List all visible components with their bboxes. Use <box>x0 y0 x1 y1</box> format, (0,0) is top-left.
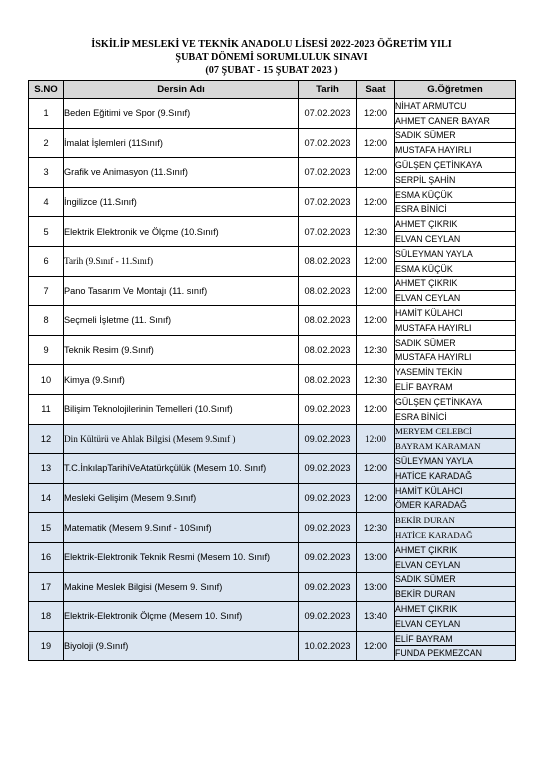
exam-time-cell: 12:30 <box>357 513 395 543</box>
teacher-name-cell: ÖMER KARADAĞ <box>395 498 516 513</box>
teacher-name-cell: FUNDA PEKMEZCAN <box>395 646 516 661</box>
row-number-cell: 4 <box>29 187 64 217</box>
course-name-cell: Seçmeli İşletme (11. Sınıf) <box>64 306 299 336</box>
row-number-cell: 13 <box>29 454 64 484</box>
exam-time-cell: 12:00 <box>357 394 395 424</box>
table-row <box>29 394 516 409</box>
teacher-name-cell: ESRA BİNİCİ <box>395 409 516 424</box>
row-number-cell: 16 <box>29 542 64 572</box>
course-name-cell: T.C.İnkılapTarihiVeAtatürkçülük (Mesem 10. Sınıf) <box>64 454 299 484</box>
table-row <box>29 572 516 587</box>
teacher-name-cell: HAMİT KÜLAHCI <box>395 483 516 498</box>
course-name-cell: Makine Meslek Bilgisi (Mesem 9. Sınıf) <box>64 572 299 602</box>
table-row <box>29 365 516 380</box>
exam-date-cell: 10.02.2023 <box>299 631 357 661</box>
exam-date-cell: 08.02.2023 <box>299 306 357 336</box>
teacher-name-cell: MUSTAFA HAYIRLI <box>395 320 516 335</box>
teacher-name-cell: ELİF BAYRAM <box>395 380 516 395</box>
exam-date-cell: 09.02.2023 <box>299 542 357 572</box>
exam-time-cell: 12:00 <box>357 631 395 661</box>
column-header-sno: S.NO <box>29 81 64 99</box>
row-number-cell: 6 <box>29 246 64 276</box>
course-name-cell: Beden Eğitimi ve Spor (9.Sınıf) <box>64 99 299 129</box>
teacher-name-cell: HATİCE KARADAĞ <box>395 468 516 483</box>
course-name-cell: Elektrik-Elektronik Ölçme (Mesem 10. Sınıf) <box>64 602 299 632</box>
table-row <box>29 335 516 350</box>
course-name-cell: İngilizce (11.Sınıf) <box>64 187 299 217</box>
teacher-name-cell: MERYEM CELEBCİ <box>395 424 516 439</box>
exam-time-cell: 12:00 <box>357 158 395 188</box>
exam-date-cell: 08.02.2023 <box>299 276 357 306</box>
row-number-cell: 1 <box>29 99 64 129</box>
row-number-cell: 3 <box>29 158 64 188</box>
row-number-cell: 2 <box>29 128 64 158</box>
exam-date-cell: 07.02.2023 <box>299 158 357 188</box>
table-row <box>29 158 516 173</box>
row-number-cell: 12 <box>29 424 64 454</box>
teacher-name-cell: ELVAN CEYLAN <box>395 616 516 631</box>
row-number-cell: 14 <box>29 483 64 513</box>
exam-date-cell: 09.02.2023 <box>299 513 357 543</box>
course-name-cell: Kimya (9.Sınıf) <box>64 365 299 395</box>
table-row <box>29 276 516 291</box>
teacher-name-cell: AHMET ÇIKRIK <box>395 276 516 291</box>
course-name-cell: İmalat İşlemleri (11Sınıf) <box>64 128 299 158</box>
school-title: İSKİLİP MESLEKİ VE TEKNİK ANADOLU LİSESİ 2022-2023 ÖĞRETİM YILI <box>91 39 452 50</box>
row-number-cell: 18 <box>29 602 64 632</box>
teacher-name-cell: GÜLŞEN ÇETİNKAYA <box>395 394 516 409</box>
course-name-cell: Biyoloji (9.Sınıf) <box>64 631 299 661</box>
exam-time-cell: 13:00 <box>357 572 395 602</box>
row-number-cell: 7 <box>29 276 64 306</box>
teacher-name-cell: BEKİR DURAN <box>395 587 516 602</box>
exam-date-cell: 08.02.2023 <box>299 246 357 276</box>
course-name-cell: Elektrik Elektronik ve Ölçme (10.Sınıf) <box>64 217 299 247</box>
exam-date-cell: 07.02.2023 <box>299 217 357 247</box>
exam-time-cell: 12:30 <box>357 365 395 395</box>
exam-date-cell: 09.02.2023 <box>299 454 357 484</box>
teacher-name-cell: ESMA KÜÇÜK <box>395 187 516 202</box>
teacher-name-cell: AHMET ÇIKRIK <box>395 217 516 232</box>
column-header-course: Dersin Adı <box>64 81 299 99</box>
exam-date-cell: 09.02.2023 <box>299 483 357 513</box>
teacher-name-cell: ESRA BİNİCİ <box>395 202 516 217</box>
course-name-cell: Tarih (9.Sınıf - 11.Sınıf) <box>64 246 299 276</box>
exam-time-cell: 12:30 <box>357 335 395 365</box>
column-header-time: Saat <box>357 81 395 99</box>
exam-date-cell: 07.02.2023 <box>299 128 357 158</box>
row-number-cell: 11 <box>29 394 64 424</box>
course-name-cell: Bilişim Teknolojilerinin Temelleri (10.Sınıf) <box>64 394 299 424</box>
table-row <box>29 217 516 232</box>
exam-date-cell: 08.02.2023 <box>299 335 357 365</box>
table-row <box>29 99 516 114</box>
teacher-name-cell: MUSTAFA HAYIRLI <box>395 350 516 365</box>
course-name-cell: Matematik (Mesem 9.Sınıf - 10Sınıf) <box>64 513 299 543</box>
exam-time-cell: 13:00 <box>357 542 395 572</box>
teacher-name-cell: ESMA KÜÇÜK <box>395 261 516 276</box>
teacher-name-cell: BAYRAM KARAMAN <box>395 439 516 454</box>
exam-date-cell: 09.02.2023 <box>299 424 357 454</box>
exam-date-cell: 09.02.2023 <box>299 572 357 602</box>
teacher-name-cell: HAMİT KÜLAHCI <box>395 306 516 321</box>
column-header-teacher: G.Öğretmen <box>395 81 516 99</box>
table-row <box>29 513 516 528</box>
table-row <box>29 424 516 439</box>
column-header-date: Tarih <box>299 81 357 99</box>
course-name-cell: Din Kültürü ve Ahlak Bilgisi (Mesem 9.Sınıf ) <box>64 424 299 454</box>
teacher-name-cell: ELİF BAYRAM <box>395 631 516 646</box>
table-row <box>29 246 516 261</box>
course-name-cell: Mesleki Gelişim (Mesem 9.Sınıf) <box>64 483 299 513</box>
exam-title: ŞUBAT DÖNEMİ SORUMLULUK SINAVI <box>175 52 368 63</box>
teacher-name-cell: AHMET CANER BAYAR <box>395 113 516 128</box>
exam-schedule-table <box>28 80 516 661</box>
exam-date-cell: 07.02.2023 <box>299 99 357 129</box>
teacher-name-cell: ELVAN CEYLAN <box>395 291 516 306</box>
exam-time-cell: 12:00 <box>357 483 395 513</box>
teacher-name-cell: AHMET ÇIKRIK <box>395 602 516 617</box>
table-row <box>29 454 516 469</box>
teacher-name-cell: MUSTAFA HAYIRLI <box>395 143 516 158</box>
course-name-cell: Pano Tasarım Ve Montajı (11. sınıf) <box>64 276 299 306</box>
course-name-cell: Grafik ve Animasyon (11.Sınıf) <box>64 158 299 188</box>
table-row <box>29 187 516 202</box>
row-number-cell: 5 <box>29 217 64 247</box>
exam-time-cell: 12:00 <box>357 246 395 276</box>
row-number-cell: 17 <box>29 572 64 602</box>
table-row <box>29 602 516 617</box>
row-number-cell: 9 <box>29 335 64 365</box>
exam-time-cell: 12:00 <box>357 99 395 129</box>
table-header-row <box>29 81 516 99</box>
document-header <box>0 38 543 77</box>
table-row <box>29 631 516 646</box>
exam-time-cell: 12:00 <box>357 306 395 336</box>
exam-date-range: (07 ŞUBAT - 15 ŞUBAT 2023 ) <box>205 65 338 76</box>
table-row <box>29 306 516 321</box>
exam-date-cell: 07.02.2023 <box>299 187 357 217</box>
exam-time-cell: 12:30 <box>357 217 395 247</box>
teacher-name-cell: ELVAN CEYLAN <box>395 232 516 247</box>
table-row <box>29 483 516 498</box>
exam-time-cell: 13:40 <box>357 602 395 632</box>
teacher-name-cell: SADIK SÜMER <box>395 572 516 587</box>
row-number-cell: 10 <box>29 365 64 395</box>
teacher-name-cell: YASEMİN TEKİN <box>395 365 516 380</box>
exam-date-cell: 08.02.2023 <box>299 365 357 395</box>
exam-time-cell: 12:00 <box>357 424 395 454</box>
exam-time-cell: 12:00 <box>357 128 395 158</box>
table-row <box>29 542 516 557</box>
teacher-name-cell: SADIK SÜMER <box>395 335 516 350</box>
exam-date-cell: 09.02.2023 <box>299 602 357 632</box>
exam-time-cell: 12:00 <box>357 276 395 306</box>
table-body <box>29 99 516 661</box>
teacher-name-cell: AHMET ÇIKRIK <box>395 542 516 557</box>
exam-date-cell: 09.02.2023 <box>299 394 357 424</box>
row-number-cell: 19 <box>29 631 64 661</box>
teacher-name-cell: NİHAT ARMUTCU <box>395 99 516 114</box>
exam-time-cell: 12:00 <box>357 454 395 484</box>
teacher-name-cell: SADIK SÜMER <box>395 128 516 143</box>
teacher-name-cell: SÜLEYMAN YAYLA <box>395 454 516 469</box>
course-name-cell: Teknik Resim (9.Sınıf) <box>64 335 299 365</box>
teacher-name-cell: ELVAN CEYLAN <box>395 557 516 572</box>
teacher-name-cell: GÜLŞEN ÇETİNKAYA <box>395 158 516 173</box>
teacher-name-cell: BEKİR DURAN <box>395 513 516 528</box>
row-number-cell: 8 <box>29 306 64 336</box>
exam-time-cell: 12:00 <box>357 187 395 217</box>
teacher-name-cell: HATİCE KARADAĞ <box>395 528 516 543</box>
table-row <box>29 128 516 143</box>
row-number-cell: 15 <box>29 513 64 543</box>
teacher-name-cell: SERPİL ŞAHİN <box>395 172 516 187</box>
course-name-cell: Elektrik-Elektronik Teknik Resmi (Mesem 10. Sınıf) <box>64 542 299 572</box>
teacher-name-cell: SÜLEYMAN YAYLA <box>395 246 516 261</box>
